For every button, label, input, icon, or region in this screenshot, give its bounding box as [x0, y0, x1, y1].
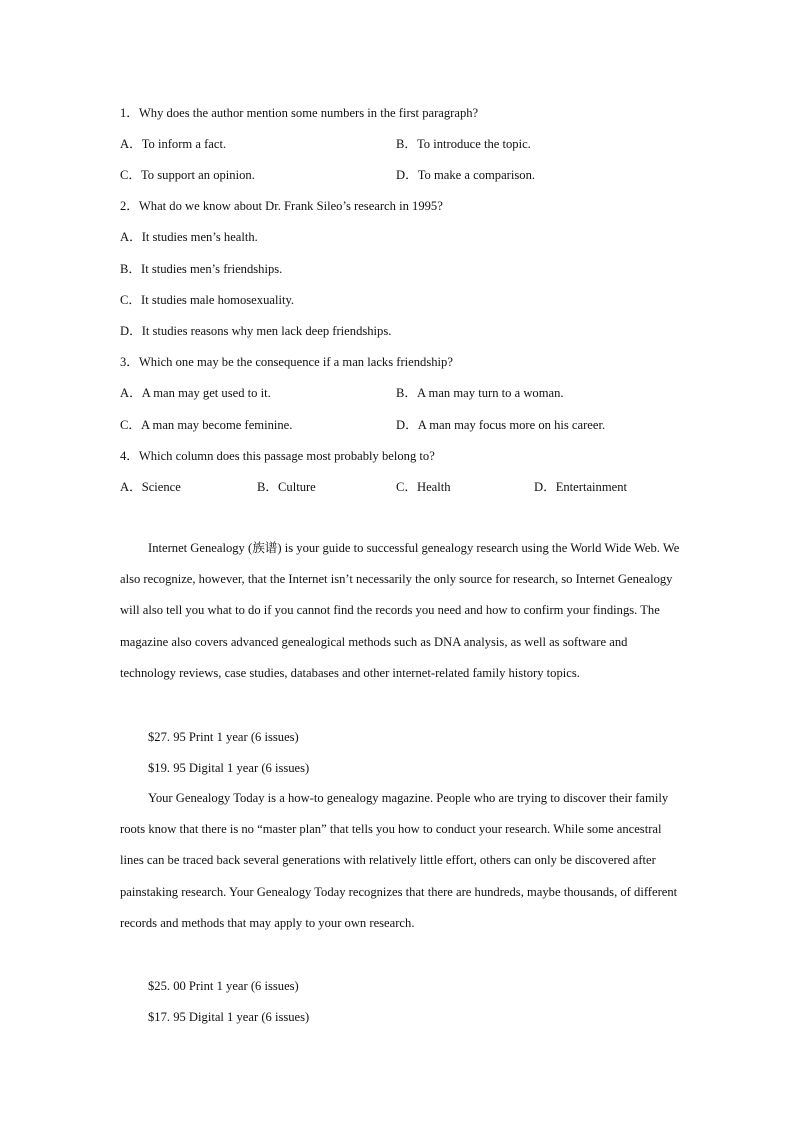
question-3-option-a: A．A man may get used to it.: [120, 386, 271, 400]
question-1-option-a: A．To inform a fact.: [120, 137, 227, 151]
question-2-option-d: D．It studies reasons why men lack deep friendships.: [120, 324, 392, 338]
question-2-option-b: B．It studies men’s friendships.: [120, 262, 283, 276]
your-genealogy-today-digital-price: $17. 95 Digital 1 year (6 issues): [148, 1010, 310, 1024]
question-1-option-b: B．To introduce the topic.: [396, 137, 531, 151]
question-4-option-d: D．Entertainment: [534, 480, 628, 494]
passage-paragraph-2: [120, 783, 680, 939]
passage-paragraph-1: [120, 533, 680, 689]
passage-paragraph-2-text: Your Genealogy Today is a how-to genealogy magazine. People who are trying to discover their family roots know that there is no “master plan” that tells you how to conduct your research. While some ancestral lines can be traced back several generations with relatively little effort, others can only be discovered after painstaking research. Your Genealogy Today recognizes that there are hundreds, maybe thousands, of different records and methods that may apply to your own research.: [120, 791, 678, 930]
question-4-option-c: C．Health: [396, 480, 451, 494]
question-4-stem: 4．Which column does this passage most probably belong to?: [120, 449, 435, 463]
question-4-option-a: A．Science: [120, 480, 181, 494]
question-1-option-d: D．To make a comparison.: [396, 168, 536, 182]
question-2-stem: 2．What do we know about Dr. Frank Sileo’s research in 1995?: [120, 199, 443, 213]
your-genealogy-today-print-price: $25. 00 Print 1 year (6 issues): [148, 979, 299, 993]
question-2-option-c: C．It studies male homosexuality.: [120, 293, 295, 307]
question-4-option-b: B．Culture: [257, 480, 316, 494]
internet-genealogy-print-price: $27. 95 Print 1 year (6 issues): [148, 730, 299, 744]
question-1-option-c: C．To support an opinion.: [120, 168, 255, 182]
question-3-stem: 3．Which one may be the consequence if a man lacks friendship?: [120, 355, 453, 369]
question-1-stem: 1．Why does the author mention some numbers in the first paragraph?: [120, 106, 479, 120]
question-3-option-b: B．A man may turn to a woman.: [396, 386, 564, 400]
question-2-option-a: A．It studies men’s health.: [120, 230, 258, 244]
question-3-option-c: C．A man may become feminine.: [120, 418, 293, 432]
internet-genealogy-digital-price: $19. 95 Digital 1 year (6 issues): [148, 761, 310, 775]
passage-paragraph-1-text: Internet Genealogy (族谱) is your guide to successful genealogy research using the World Wide Web. We also recognize, however, that the Internet isn’t necessarily the only source for research, so Internet Genealogy will also tell you what to do if you cannot find the records you need and how to confirm your findings. The magazine also covers advanced genealogical methods such as DNA analysis, as well as software and technology reviews, case studies, databases and other internet-related family history topics.: [120, 541, 680, 680]
question-3-option-d: D．A man may focus more on his career.: [396, 418, 606, 432]
